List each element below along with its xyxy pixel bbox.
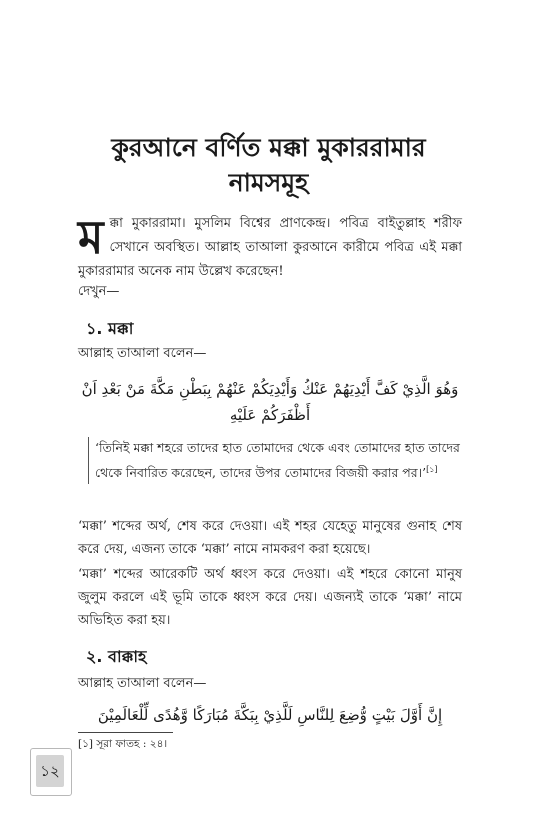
allah-says-label-2: আল্লাহ তাআলা বলেন— [78,676,207,691]
chapter-title [0,130,537,200]
allah-says-label: আল্লাহ তাআলা বলেন— [78,346,207,361]
intro-paragraph [78,212,462,284]
section-heading-makkah: ১. মক্কা [86,319,134,338]
paragraph-meaning-2: ‘মক্কা’ শব্দের আরেকটি অর্থ ধ্বংস করে দেওয়া। এই শহরে কোনো মানুষ জুলুম করলে এই ভূমি তাকে ধ্বংস করে দেয়। এজন্যই তাকে ‘মক্কা’ নামে অভিহিত করা হয়। [78,567,462,628]
arabic-verse-2-line-1: إِنَّ أَوَّلَ بَيْتٍ وُّضِعَ لِلنَّاسِ لَلَّذِيْ بِبَكَّةَ مُبَارَكًا وَّهُدًى لِّلْعَالَمِيْنَ [97,706,443,724]
see-label: দেখুন— [78,284,120,299]
chapter-title-line-1: কুরআনে বর্ণিত মক্কা মুকাররামার [111,133,426,162]
intro-text: ক্কা মুকাররামা। মুসলিম বিশ্বের প্রাণকেন্দ্র। পবিত্র বাইতুল্লাহ শরীফ সেখানে অবস্থিত। আল্লাহ তাআলা কুরআনে কারীমে পবিত্র এই মক্কা মুকাররামার অনেক নাম উল্লেখ করেছেন! [78,216,462,279]
translation-quote [88,437,467,484]
footnote: [১] সূরা ফাতহ : ২৪। [78,738,168,750]
arabic-verse-line-1: وَهُوَ الَّذِيْ كَفَّ أَيْدِيَهُمْ عَنْكُ وَأَيْدِيَكُمْ عَنْهُمْ بِبَطْنِ مَكَّةَ مَنْ بَعْدِ اَنْ [81,380,459,398]
page-number: ১২ [36,755,64,787]
footnote-ref: [১] [426,465,438,474]
chapter-title-line-2: নামসমূহ [228,168,309,197]
arabic-verse [78,376,462,428]
footnote-divider [78,732,173,733]
translation-text: ‘তিনিই মক্কা শহরে তাদের হাত তোমাদের থেকে এবং তোমাদের হাত তাদের থেকে নিবারিত করেছেন, তাদের উপর তোমাদের বিজয়ী করার পর।’ [95,440,460,481]
page-number-box [30,748,72,796]
section-heading-bakkah: ২. বাক্কাহ [86,647,147,666]
drop-cap: ম [78,210,104,264]
paragraph-meaning-1: ‘মক্কা’ শব্দের অর্থ, শেষ করে দেওয়া। এই শহর যেহেতু মানুষের গুনাহ শেষ করে দেয়, এজন্য তাকে ‘মক্কা’ নামে নামকরণ করা হয়েছে। [78,519,462,557]
arabic-verse-line-2: أَظْفَرَكُمْ عَلَيْهِ [229,406,311,424]
arabic-verse-2 [78,702,462,728]
